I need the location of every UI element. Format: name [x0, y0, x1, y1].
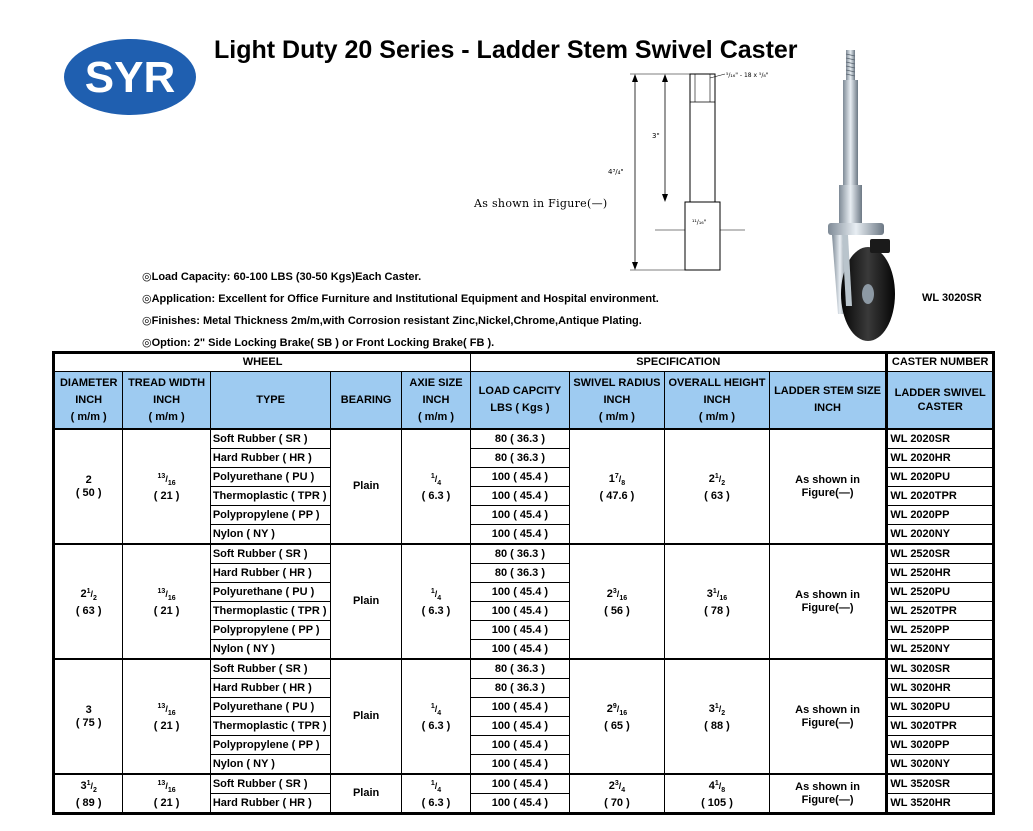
diameter-cell-denominator: 2: [93, 786, 97, 794]
load-cell: 80 ( 36.3 ): [471, 429, 570, 449]
swivel-cell-mm: ( 70 ): [604, 796, 630, 809]
axle-cell-value: [402, 585, 470, 605]
tread-cell-mm: ( 21 ): [153, 604, 180, 617]
height-cell-numerator: 1: [714, 703, 719, 711]
stem-dimension-drawing: [600, 62, 780, 282]
axle-cell: [401, 429, 470, 544]
caster-number-cell: WL 2020NY: [887, 525, 994, 545]
col-axle-size: [401, 372, 470, 430]
type-cell: Hard Rubber ( HR ): [210, 679, 331, 698]
table-row: [54, 429, 994, 449]
tread-cell: [123, 544, 210, 659]
diameter-cell-fraction: $^1/_2$: [86, 588, 97, 602]
type-cell: Polypropylene ( PP ): [210, 736, 331, 755]
swivel-cell-denominator: 16: [619, 594, 628, 602]
stem-line-2: Figure(—): [801, 793, 854, 806]
tread-cell-denominator: 16: [167, 479, 176, 487]
caster-number-cell: WL 2520TPR: [887, 602, 994, 621]
col-load-unit: LBS ( Kgs ): [490, 402, 550, 414]
axle-cell-mm: ( 6.3 ): [421, 489, 451, 502]
caster-number-cell: WL 2520HR: [887, 564, 994, 583]
load-cell: 100 ( 45.4 ): [471, 583, 570, 602]
stem-line-1: As shown in: [795, 780, 860, 793]
axle-cell-value: [402, 470, 470, 490]
col-stem-size: [769, 372, 887, 430]
spec-finishes: ◎Finishes: Metal Thickness 2m/m,with Corrosion resistant Zinc,Nickel,Chrome,Antique Plating.: [142, 315, 642, 327]
tread-cell-value: [123, 585, 209, 605]
tread-cell-fraction: $^{13}/_{16}$: [157, 473, 176, 487]
axle-cell-mm: ( 6.3 ): [421, 796, 451, 809]
height-cell-whole: 3: [708, 703, 715, 716]
tread-cell-mm: ( 21 ): [153, 719, 180, 732]
bearing-cell: Plain: [331, 659, 401, 774]
diameter-cell-numerator: 1: [86, 780, 91, 788]
height-cell-denominator: 8: [721, 786, 726, 794]
col-swivel-title: SWIVEL RADIUS: [573, 376, 661, 389]
height-cell: [665, 774, 770, 814]
load-cell: 100 ( 45.4 ): [471, 621, 570, 640]
col-overall-height: [665, 372, 770, 430]
col-tread-width: [123, 372, 210, 430]
group-header-specification: SPECIFICATION: [471, 353, 887, 372]
height-cell: [665, 659, 770, 774]
stem-diameter-label: ¹¹/₁₆": [692, 219, 707, 226]
height-cell-value: [665, 700, 769, 720]
height-cell-whole: 4: [708, 780, 715, 793]
swivel-cell-whole: 2: [606, 703, 613, 716]
col-diameter-unit: INCH: [75, 393, 103, 406]
load-cell: 80 ( 36.3 ): [471, 544, 570, 564]
diameter-cell-mm: ( 89 ): [75, 796, 102, 809]
col-ladder-swivel-caster: [887, 372, 994, 430]
axle-cell-denominator: 4: [437, 479, 442, 487]
load-cell: 80 ( 36.3 ): [471, 449, 570, 468]
spec-load-capacity: ◎Load Capacity: 60-100 LBS (30-50 Kgs)Each Caster.: [142, 271, 422, 283]
swivel-cell-whole: 2: [608, 780, 615, 793]
stem-line-1: As shown in: [795, 473, 860, 486]
diameter-cell-value: [55, 474, 122, 487]
figure-caption: As shown in Figure(—): [474, 197, 608, 210]
swivel-cell-mm: ( 65 ): [604, 719, 630, 732]
tread-cell-denominator: 16: [167, 786, 176, 794]
diameter-cell-mm: ( 50 ): [75, 486, 102, 499]
height-cell: [665, 429, 770, 544]
axle-cell: [401, 544, 470, 659]
caster-number-cell: WL 2520SR: [887, 544, 994, 564]
axle-cell-numerator: 1: [430, 473, 435, 481]
stem-cell: [769, 544, 887, 659]
col-tread-mm: ( m/m ): [148, 410, 185, 423]
caster-number-cell: WL 3520SR: [887, 774, 994, 794]
load-cell: 100 ( 45.4 ): [471, 487, 570, 506]
col-diameter-mm: ( m/m ): [70, 410, 107, 423]
spec-application: ◎Application: Excellent for Office Furniture and Institutional Equipment and Hospital environment.: [142, 293, 659, 305]
diameter-cell-fraction: $^1/_2$: [86, 780, 97, 794]
tread-cell-denominator: 16: [167, 709, 176, 717]
height-cell-numerator: 1: [714, 473, 719, 481]
swivel-cell-whole: 1: [608, 473, 615, 486]
type-cell: Nylon ( NY ): [210, 755, 331, 775]
tread-cell: [123, 429, 210, 544]
col-type: TYPE: [210, 372, 331, 430]
swivel-cell-mm: ( 47.6 ): [599, 489, 635, 502]
caster-number-cell: WL 3020PU: [887, 698, 994, 717]
stem-line-2: Figure(—): [801, 716, 854, 729]
col-load-capacity: [471, 372, 570, 430]
tread-cell-numerator: 13: [157, 703, 166, 711]
logo-text: SYR: [84, 53, 176, 102]
type-cell: Soft Rubber ( SR ): [210, 659, 331, 679]
load-cell: 100 ( 45.4 ): [471, 736, 570, 755]
col-diameter: [54, 372, 123, 430]
tread-cell-mm: ( 21 ): [153, 489, 180, 502]
table-row: [54, 659, 994, 679]
thread-label: ⁵/₁₆" - 18 x ⁵/₈": [726, 72, 769, 79]
swivel-cell-mm: ( 56 ): [604, 604, 630, 617]
type-cell: Hard Rubber ( HR ): [210, 794, 331, 814]
diameter-cell-numerator: 1: [86, 588, 91, 596]
caster-number-cell: WL 3020TPR: [887, 717, 994, 736]
stem-length-label: 3": [652, 132, 660, 140]
stem-cell: [769, 429, 887, 544]
type-cell: Thermoplastic ( TPR ): [210, 717, 331, 736]
height-cell-fraction: $^1/_2$: [714, 703, 726, 717]
type-cell: Soft Rubber ( SR ): [210, 429, 331, 449]
type-cell: Polyurethane ( PU ): [210, 468, 331, 487]
caster-number-cell: WL 2520PP: [887, 621, 994, 640]
caster-number-cell: WL 3020NY: [887, 755, 994, 775]
swivel-cell-denominator: 16: [619, 709, 628, 717]
axle-cell-mm: ( 6.3 ): [421, 604, 451, 617]
overall-length-label: 4³/₄": [608, 168, 624, 176]
col-diameter-title: DIAMETER: [59, 376, 118, 389]
stem-line-1: As shown in: [795, 703, 860, 716]
height-cell-fraction: $^1/_8$: [714, 780, 726, 794]
axle-cell-denominator: 4: [437, 786, 442, 794]
group-header-wheel: WHEEL: [54, 353, 471, 372]
tread-cell-value: [123, 777, 209, 797]
load-cell: 100 ( 45.4 ): [471, 794, 570, 814]
height-cell-denominator: 2: [721, 479, 726, 487]
axle-cell-numerator: 1: [430, 780, 435, 788]
col-stem-unit: INCH: [814, 402, 841, 414]
diameter-cell: [54, 429, 123, 544]
diameter-cell-denominator: 2: [93, 594, 97, 602]
tread-cell-fraction: $^{13}/_{16}$: [157, 780, 176, 794]
swivel-cell-numerator: 7: [614, 473, 619, 481]
type-cell: Polypropylene ( PP ): [210, 506, 331, 525]
type-cell: Nylon ( NY ): [210, 640, 331, 660]
swivel-cell-fraction: $^9/_{16}$: [612, 703, 628, 717]
col-axle-title: AXIE SIZE: [409, 376, 463, 389]
axle-cell-denominator: 4: [437, 594, 442, 602]
col-stem-title: LADDER STEM SIZE: [774, 385, 882, 397]
swivel-cell-denominator: 8: [621, 479, 626, 487]
load-cell: 100 ( 45.4 ): [471, 717, 570, 736]
swivel-cell-whole: 2: [606, 588, 613, 601]
syr-logo: [63, 38, 197, 116]
diameter-cell-whole: 2: [80, 588, 87, 601]
bearing-cell: Plain: [331, 774, 401, 814]
load-cell: 80 ( 36.3 ): [471, 659, 570, 679]
axle-cell-value: [402, 700, 470, 720]
col-tread-unit: INCH: [153, 393, 181, 406]
axle-cell-fraction: $^1/_4$: [430, 703, 442, 717]
load-cell: 100 ( 45.4 ): [471, 755, 570, 775]
height-cell-mm: ( 88 ): [704, 719, 730, 732]
height-cell-mm: ( 105 ): [701, 796, 733, 809]
swivel-cell-value: [570, 585, 665, 605]
caster-spec-table: [52, 351, 995, 815]
type-cell: Nylon ( NY ): [210, 525, 331, 545]
height-cell-numerator: 1: [714, 780, 719, 788]
col-swivel-mm: ( m/m ): [598, 410, 635, 423]
spec-option: ◎Option: 2" Side Locking Brake( SB ) or Front Locking Brake( FB ).: [142, 337, 495, 349]
photo-caption: WL 3020SR: [922, 292, 982, 304]
swivel-cell-fraction: $^7/_8$: [614, 473, 626, 487]
swivel-cell-value: [570, 470, 665, 490]
caster-number-cell: WL 3020SR: [887, 659, 994, 679]
tread-cell: [123, 659, 210, 774]
height-cell-value: [665, 585, 769, 605]
col-height-mm: ( m/m ): [698, 410, 735, 423]
height-cell-fraction: $^1/_{16}$: [712, 588, 728, 602]
tread-cell-denominator: 16: [167, 594, 176, 602]
axle-cell: [401, 659, 470, 774]
caster-photo: [812, 44, 922, 344]
load-cell: 100 ( 45.4 ): [471, 640, 570, 660]
height-cell-value: [665, 777, 769, 797]
col-load-title: LOAD CAPCITY: [478, 385, 562, 397]
swivel-cell: [569, 774, 665, 814]
axle-cell-fraction: $^1/_4$: [430, 588, 442, 602]
swivel-cell-denominator: 4: [621, 786, 626, 794]
tread-cell-fraction: $^{13}/_{16}$: [157, 588, 176, 602]
caster-number-cell: WL 3520HR: [887, 794, 994, 814]
diameter-cell-whole: 3: [85, 703, 92, 716]
load-cell: 80 ( 36.3 ): [471, 679, 570, 698]
height-cell-denominator: 16: [719, 594, 728, 602]
swivel-cell-fraction: $^3/_{16}$: [612, 588, 628, 602]
col-bearing: BEARING: [331, 372, 401, 430]
caster-number-cell: WL 2020HR: [887, 449, 994, 468]
caster-number-cell: WL 2020TPR: [887, 487, 994, 506]
diameter-cell-mm: ( 63 ): [75, 604, 102, 617]
diameter-cell-mm: ( 75 ): [75, 716, 102, 729]
axle-cell-numerator: 1: [430, 588, 435, 596]
caster-number-cell: WL 2020PU: [887, 468, 994, 487]
stem-line-2: Figure(—): [801, 486, 854, 499]
caster-number-cell: WL 3020PP: [887, 736, 994, 755]
height-cell: [665, 544, 770, 659]
col-height-unit: INCH: [703, 393, 731, 406]
height-cell-denominator: 2: [721, 709, 726, 717]
col-swivel-unit: INCH: [603, 393, 631, 406]
height-cell-mm: ( 78 ): [704, 604, 730, 617]
caster-number-cell: WL 3020HR: [887, 679, 994, 698]
bearing-cell: Plain: [331, 544, 401, 659]
stem-line-1: As shown in: [795, 588, 860, 601]
load-cell: 100 ( 45.4 ): [471, 525, 570, 545]
height-cell-mm: ( 63 ): [704, 489, 730, 502]
type-cell: Soft Rubber ( SR ): [210, 544, 331, 564]
swivel-cell-numerator: 9: [612, 703, 617, 711]
tread-cell-numerator: 13: [157, 473, 166, 481]
height-cell-whole: 2: [708, 473, 715, 486]
tread-cell-fraction: $^{13}/_{16}$: [157, 703, 176, 717]
col-caster-sub: CASTER: [917, 401, 963, 413]
load-cell: 100 ( 45.4 ): [471, 506, 570, 525]
type-cell: Polyurethane ( PU ): [210, 583, 331, 602]
col-axle-unit: INCH: [422, 393, 450, 406]
load-cell: 100 ( 45.4 ): [471, 774, 570, 794]
type-cell: Thermoplastic ( TPR ): [210, 487, 331, 506]
height-cell-value: [665, 470, 769, 490]
type-cell: Polyurethane ( PU ): [210, 698, 331, 717]
diameter-cell: [54, 659, 123, 774]
type-cell: Hard Rubber ( HR ): [210, 564, 331, 583]
caster-number-cell: WL 2520NY: [887, 640, 994, 660]
stem-cell: [769, 774, 887, 814]
diameter-cell-value: [55, 777, 122, 797]
stem-line-2: Figure(—): [801, 601, 854, 614]
diameter-cell-value: [55, 585, 122, 605]
swivel-cell-numerator: 3: [614, 780, 619, 788]
tread-cell-mm: ( 21 ): [153, 796, 180, 809]
tread-cell-value: [123, 700, 209, 720]
swivel-cell-fraction: $^3/_4$: [614, 780, 626, 794]
type-cell: Thermoplastic ( TPR ): [210, 602, 331, 621]
caster-number-cell: WL 2020SR: [887, 429, 994, 449]
height-cell-numerator: 1: [712, 588, 717, 596]
tread-cell-numerator: 13: [157, 588, 166, 596]
tread-cell: [123, 774, 210, 814]
axle-cell-fraction: $^1/_4$: [430, 473, 442, 487]
type-cell: Hard Rubber ( HR ): [210, 449, 331, 468]
diameter-cell-whole: 3: [80, 780, 87, 793]
load-cell: 80 ( 36.3 ): [471, 564, 570, 583]
load-cell: 100 ( 45.4 ): [471, 468, 570, 487]
axle-cell-mm: ( 6.3 ): [421, 719, 451, 732]
table-row: [54, 544, 994, 564]
col-axle-mm: ( m/m ): [417, 410, 455, 423]
stem-cell: [769, 659, 887, 774]
type-cell: Polypropylene ( PP ): [210, 621, 331, 640]
diameter-cell-whole: 2: [85, 473, 92, 486]
diameter-cell: [54, 774, 123, 814]
load-cell: 100 ( 45.4 ): [471, 698, 570, 717]
col-tread-title: TREAD WIDTH: [128, 376, 206, 389]
type-cell: Soft Rubber ( SR ): [210, 774, 331, 794]
table-row: [54, 774, 994, 794]
swivel-cell-numerator: 3: [612, 588, 617, 596]
axle-cell-fraction: $^1/_4$: [430, 780, 442, 794]
swivel-cell: [569, 659, 665, 774]
diameter-cell: [54, 544, 123, 659]
page-title: Light Duty 20 Series - Ladder Stem Swivel Caster: [214, 36, 798, 64]
height-cell-whole: 3: [706, 588, 713, 601]
axle-cell: [401, 774, 470, 814]
swivel-cell: [569, 429, 665, 544]
swivel-cell-value: [570, 777, 665, 797]
swivel-cell-value: [570, 700, 665, 720]
swivel-cell: [569, 544, 665, 659]
bearing-cell: Plain: [331, 429, 401, 544]
load-cell: 100 ( 45.4 ): [471, 602, 570, 621]
height-cell-fraction: $^1/_2$: [714, 473, 726, 487]
tread-cell-value: [123, 470, 209, 490]
tread-cell-numerator: 13: [157, 780, 166, 788]
col-swivel-radius: [569, 372, 665, 430]
caster-number-cell: WL 2020PP: [887, 506, 994, 525]
group-header-caster-number: CASTER NUMBER: [887, 353, 994, 372]
caster-number-cell: WL 2520PU: [887, 583, 994, 602]
axle-cell-value: [402, 777, 470, 797]
col-height-title: OVERALL HEIGHT: [668, 376, 766, 389]
axle-cell-denominator: 4: [437, 709, 442, 717]
col-caster-title: LADDER SWIVEL: [894, 387, 986, 399]
axle-cell-numerator: 1: [430, 703, 435, 711]
diameter-cell-value: [55, 704, 122, 717]
